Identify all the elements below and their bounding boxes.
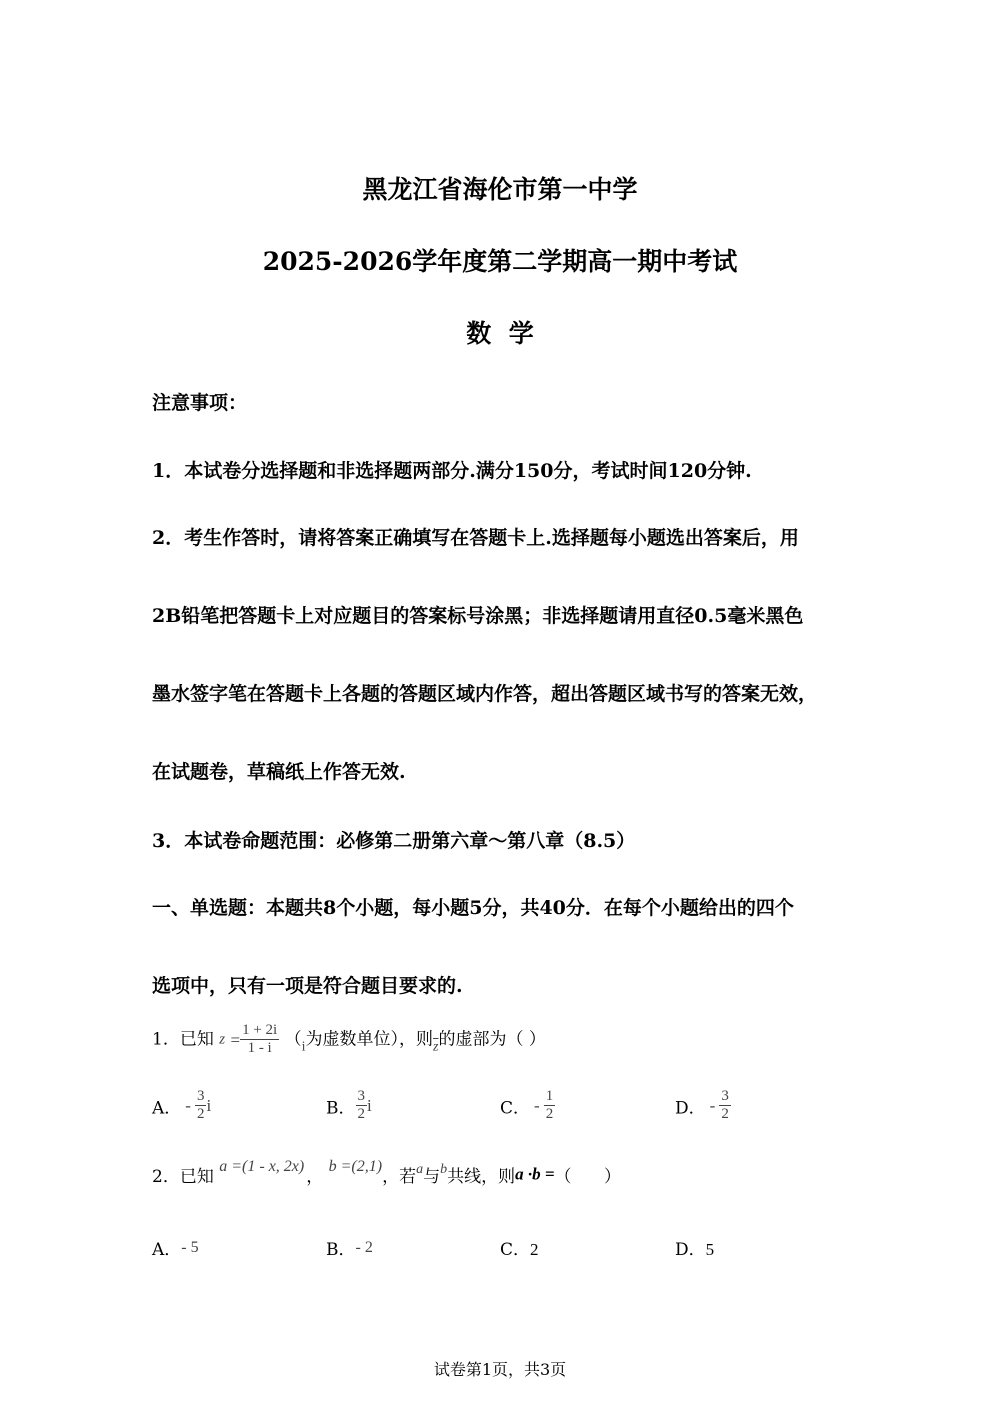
notice-item-2-cont-3: 在试题卷，草稿纸上作答无效. [152,761,406,783]
var-zbar: z [433,1039,439,1055]
subject-title: 数 学 [466,319,534,348]
notice-item-2-cont-2: 墨水签字笔在答题卡上各题的答题区域内作答，超出答题区域书写的答案无效， [152,683,818,705]
page-footer: 试卷第1页，共3页 [433,1360,567,1379]
q2-option-a[interactable]: A．- 5 [152,1239,199,1260]
q2-option-c[interactable]: C．2 [500,1240,539,1260]
school-title: 黑龙江省海伦市第一中学 [362,175,638,204]
vector-a-def: a =(1 - x, 2x) [219,1158,305,1175]
q2-option-d[interactable]: D．5 [675,1240,715,1260]
var-z: z [219,1031,226,1048]
q1-option-a[interactable]: A． - $\frac{3}{2}$ i [152,1088,212,1123]
q2-option-b[interactable]: B．- 2 [326,1239,373,1260]
notice-item-3: 3．本试卷命题范围：必修第二册第六章～第八章（8.5） [152,830,636,852]
section1-line2: 选项中，只有一项是符合题目要求的. [152,975,463,997]
notice-item-1: 1．本试卷分选择题和非选择题两部分.满分150分，考试时间120分钟. [152,460,752,482]
notice-heading: 注意事项： [152,392,248,414]
fraction-z: $\frac{1 + 2i}{1 - i}$ [242,1022,278,1057]
question-1: 1．已知 z = $\frac{1 + 2i}{1 - i}$ （$_i$为虚数单位），则$_{\overline{z}}$的虚部为（ ） [152,1022,546,1057]
q1-option-d[interactable]: D． - $\frac{3}{2}$ [675,1088,729,1123]
section1-line1: 一、单选题：本题共8个小题，每小题5分，共40分．在每个小题给出的四个 [152,897,794,919]
notice-item-2: 2．考生作答时，请将答案正确填写在答题卡上.选择题每小题选出答案后，用 [152,527,799,549]
exam-title: 2025-2026学年度第二学期高一期中考试 [262,247,738,276]
q1-option-c[interactable]: C． - $\frac{1}{2}$ [500,1088,554,1123]
dot-product: a ·b = [515,1164,555,1184]
notice-item-2-cont-1: 2B铅笔把答题卡上对应题目的答案标号涂黑；非选择题请用直径0.5毫米黑色 [152,605,804,627]
question-2: 2．已知 a =(1 - x, 2x)， b =(2,1)，若$^a$与$^b$共线，则a ·b =（ ） [152,1158,621,1187]
vector-b-def: b =(2,1) [328,1158,383,1175]
q1-option-b[interactable]: B． $\frac{3}{2}$ i [326,1088,372,1123]
